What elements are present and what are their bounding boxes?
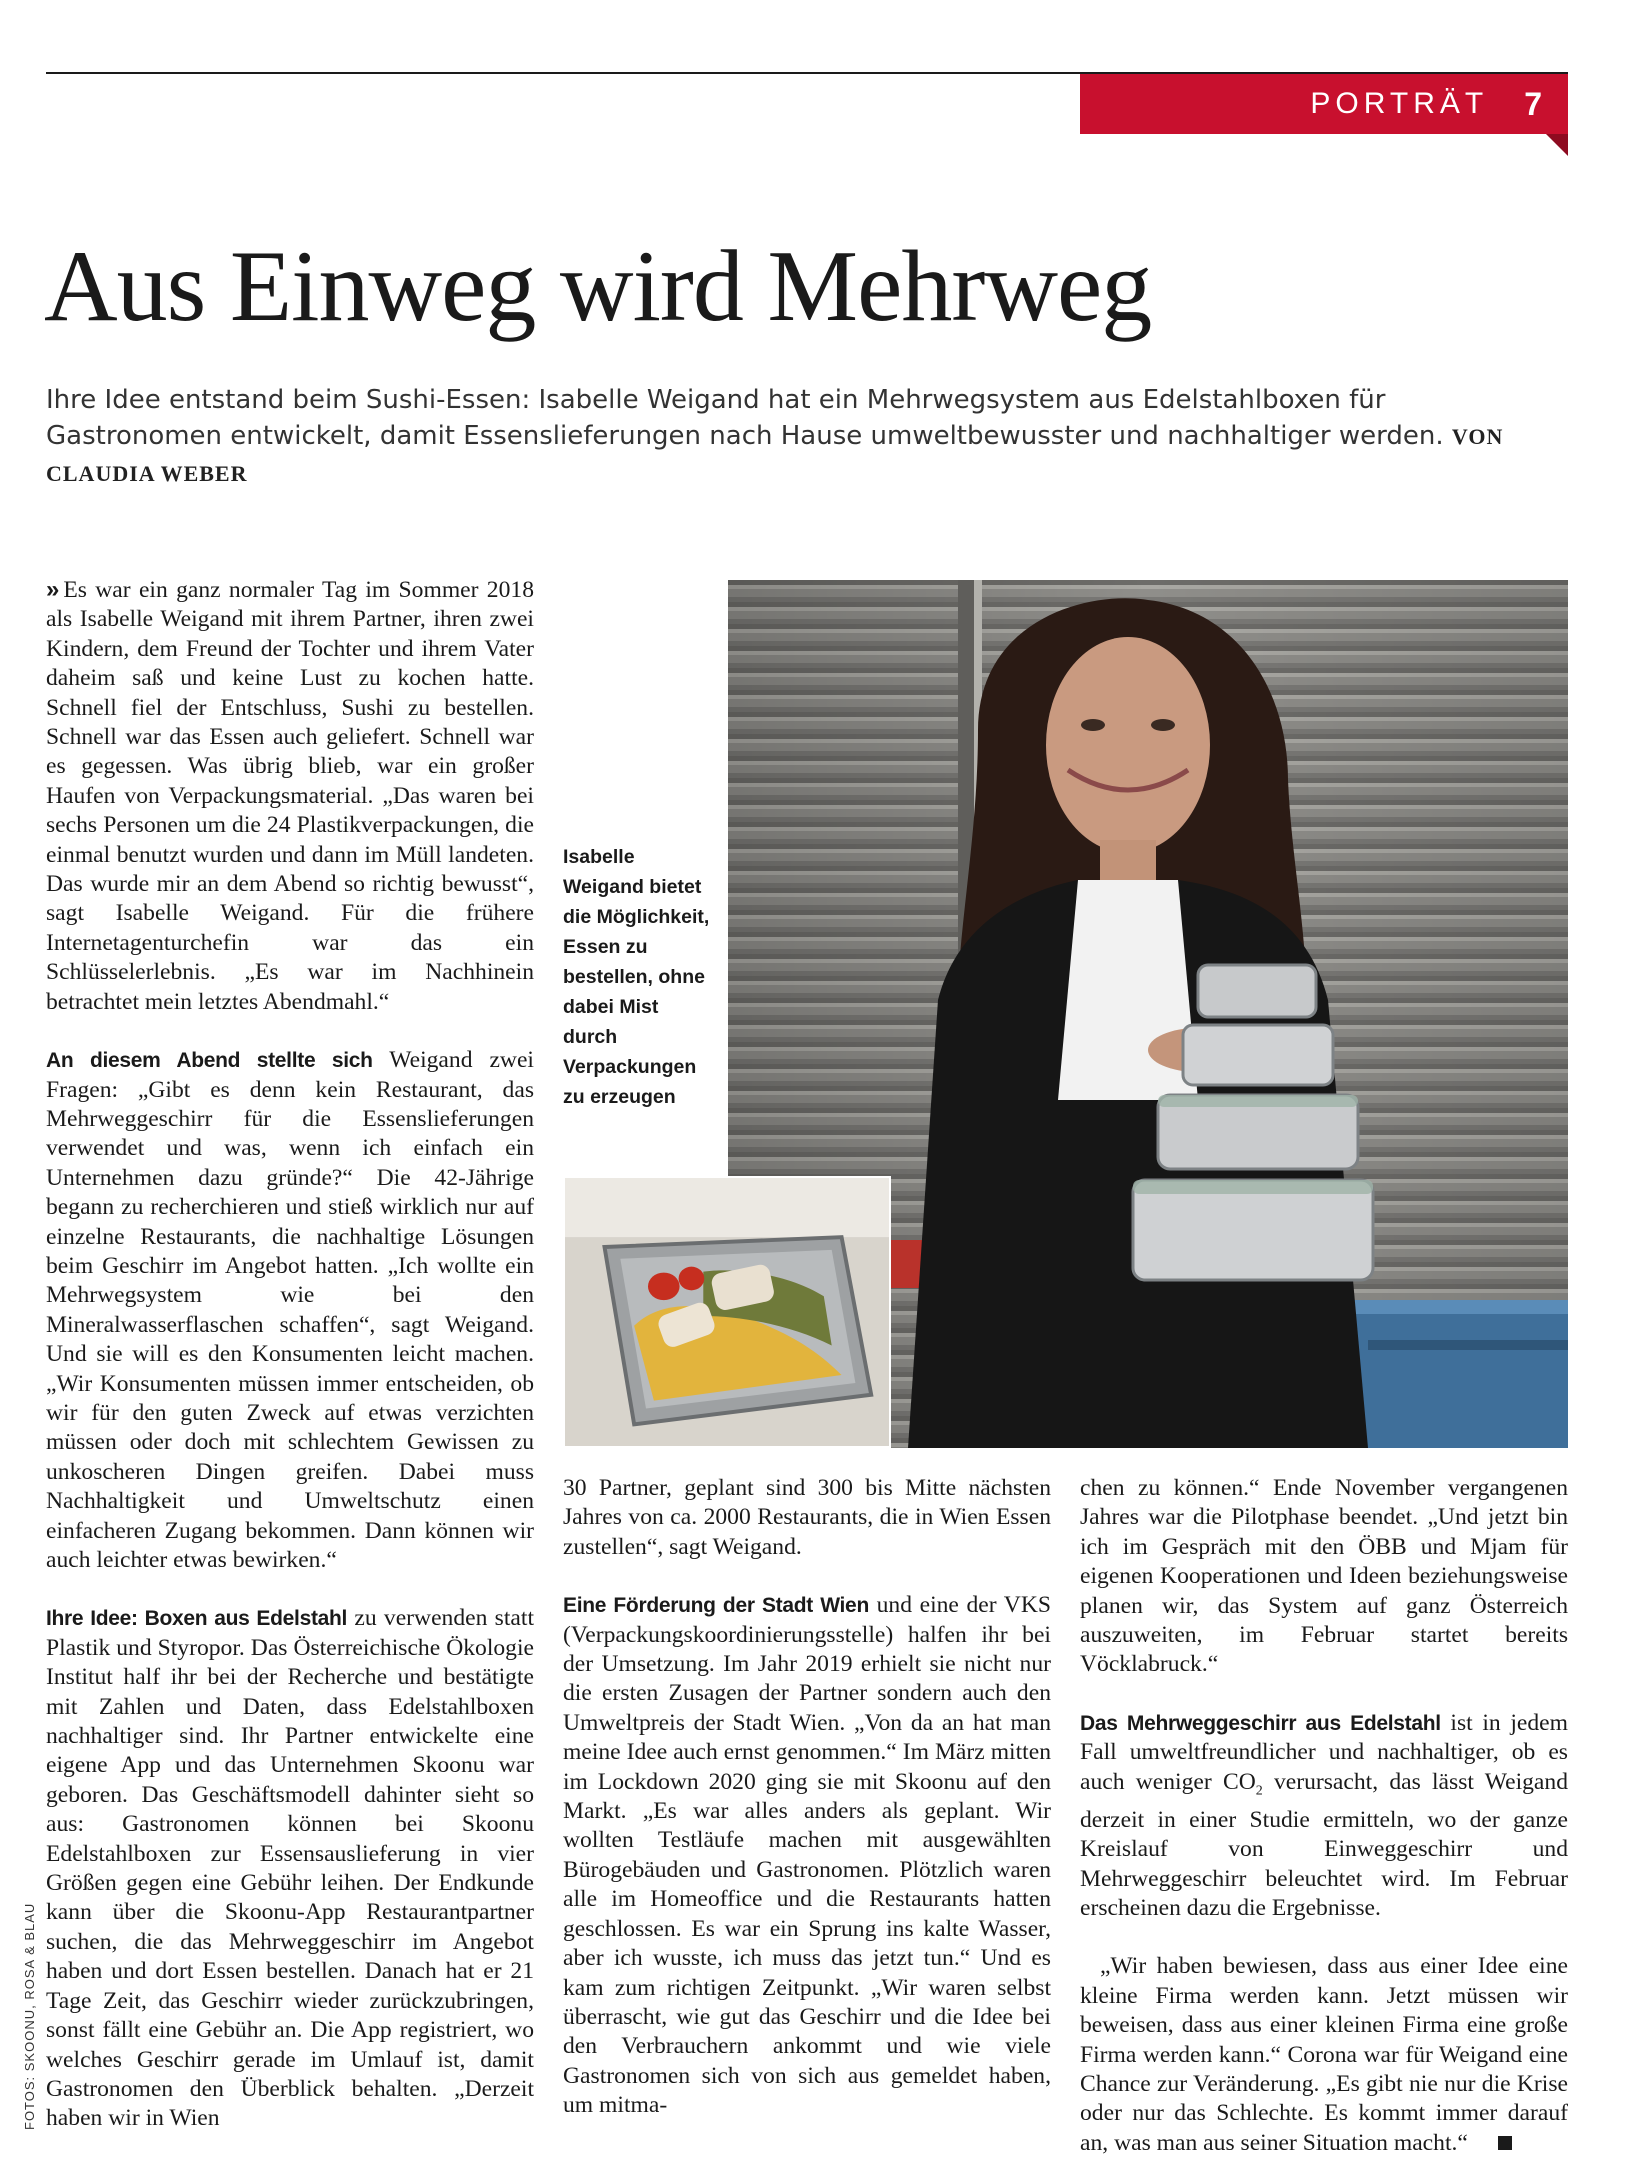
paragraph-1-text: Es war ein ganz normaler Tag im Sommer 2018 als Isabelle Weigand mit ihrem Partner, ihren zwei Kindern, dem Freund der Tochter und ihrem Vater daheim saß und keine Lust zu kochen hatte. Schnell fiel der Entschluss, Sushi zu bestellen. Schnell war das Essen auch geliefert. Schnell war es gegessen. Was übrig blieb, war ein großer Haufen von Verpackungsmaterial. „Das waren bei sechs Personen um die 24 Plastikverpackungen, die einmal benutzt wurden und dann im Müll landeten. Das wurde mir an dem Abend so richtig bewusst“, sagt Isabelle Weigand. Für die frühere Internetagenturchefin war das ein Schlüsselerlebnis. „Es war im Nachhinein betrachtet mein letztes Abendmahl.“	[46, 577, 534, 1015]
runin-heading-1: An diesem Abend stellte sich	[46, 1049, 373, 1073]
paragraph-7-text-b: verursacht, das lässt Weigand derzeit in einer Studie ermitteln, wo der ganze Kreislauf von Einweggeschirr und Mehrweggeschirr beleuchtet wird. Im Februar erscheinen dazu die Ergebnisse.	[1080, 1768, 1568, 1921]
lead-paragraph	[46, 382, 1526, 492]
co2-subscript: 2	[1255, 1783, 1263, 1799]
paragraph-5-text: und eine der VKS (Verpackungskoordinierungsstelle) halfen ihr bei der Umsetzung. Im Jahr 2019 erhielt sie nicht nur die ersten Zusagen der Partner sondern auch den Umweltpreis der Stadt Wien. „Von da an hat man meine Idee auch ernst genommen.“ Im März mitten im Lockdown 2020 ging sie mit Skoonu auf den Markt. „Es war alles anders als geplant. Wir wollten Testläufe machen mit ausgewählten Bürogebäuden und Gastronomen. Plötzlich waren alle im Homeoffice und die Restaurants hatten geschlossen. Es war ein Sprung ins kalte Wasser, aber ich wusste, ich muss das jetzt tun.“ Und es kam zum richtigen Zeitpunkt. „Wir waren selbst überrascht, wie gut das Geschirr und die Idee bei den Verbrauchern ankommt und wie viele Gastronomen sich von sich aus gemeldet haben, um mitma-	[563, 1592, 1052, 2119]
section-label: PORTRÄT	[1310, 87, 1489, 120]
page-number: 7	[1524, 85, 1542, 122]
article-column-2	[563, 1474, 1051, 2121]
paragraph-3	[46, 1604, 534, 2133]
runin-heading-2: Ihre Idee: Boxen aus Edelstahl	[46, 1607, 348, 1631]
photo-credit	[14, 1902, 44, 2130]
paragraph-2	[46, 1046, 534, 1575]
lead-marker-icon: »	[46, 576, 60, 603]
paragraph-1	[46, 575, 534, 1017]
runin-heading-4: Das Mehrweggeschirr aus Edelstahl	[1080, 1711, 1441, 1735]
paragraph-5	[563, 1591, 1051, 2120]
section-tab	[1080, 74, 1568, 134]
headline: Aus Einweg wird Mehrweg	[44, 230, 1152, 343]
food-box-illustration	[565, 1178, 889, 1446]
article-column-1	[46, 575, 534, 2134]
paragraph-7	[1080, 1709, 1568, 1924]
paragraph-6	[1080, 1474, 1568, 1680]
lead-text: Ihre Idee entstand beim Sushi-Essen: Isabelle Weigand hat ein Mehrwegsystem aus Edelstahlboxen für Gastronomen entwickelt, damit Essenslieferungen nach Hause umweltbewusster und nachhaltiger werden.	[46, 385, 1444, 451]
photo-credit-text: FOTOS: SKOONU, ROSA & BLAU	[22, 1902, 37, 2130]
food-box-photo	[563, 1176, 891, 1448]
runin-heading-3: Eine Förderung der Stadt Wien	[563, 1594, 869, 1618]
photo-caption: Isabelle Weigand bietet die Möglichkeit, Essen zu bestellen, ohne dabei Mist durch Verpackungen zu erzeugen	[563, 846, 710, 1108]
paragraph-8-text: „Wir haben bewiesen, dass aus einer Idee eine kleine Firma werden kann. Jetzt müssen wir beweisen, dass aus einer kleinen Firma eine große Firma werden kann.“ Corona war für Weigand eine Chance zur Veränderung. „Es gibt nie nur die Krise oder nur das Schlechte. Es kommt immer darauf an, was man aus seiner Situation macht.“	[1080, 1953, 1568, 2156]
paragraph-7-text-a: ist in jedem Fall umweltfreundlicher und nachhaltiger, ob es auch weniger CO	[1080, 1709, 1568, 1795]
paragraph-8	[1080, 1952, 1568, 2158]
end-of-article-icon	[1498, 2136, 1512, 2150]
paragraph-4-text: 30 Partner, geplant sind 300 bis Mitte nächsten Jahres von ca. 2000 Restaurants, die in Wien Essen zustellen“, sagt Weigand.	[563, 1475, 1051, 1560]
paragraph-2-text: Weigand zwei Fragen: „Gibt es denn kein Restaurant, das Mehrweggeschirr für die Essenslieferungen verwendet und was, wenn ich einfach ein Unternehmen dazu gründe?“ Die 42-Jährige begann zu recherchieren und stieß wirklich nur auf einzelne Restaurants, die nachhaltige Lösungen beim Geschirr im Angebot hatten. „Ich wollte ein Mehrwegsystem wie bei den Mineralwasserflaschen schaffen“, sagt Weigand. Und sie will es den Konsumenten leicht machen. „Wir Konsumenten müssen immer entscheiden, ob wir für den guten Zweck auf etwas verzichten müssen oder doch mit schlechtem Gewissen zu unkoscheren Dingen greifen. Dabei muss Nachhaltigkeit und Umweltschutz einen einfacheren Zugang bekommen. Dann können wir auch leichter etwas bewirken.“	[46, 1047, 534, 1573]
paragraph-4	[563, 1474, 1051, 1562]
paragraph-3-text: zu verwenden statt Plastik und Styropor. Das Österreichische Ökologie Institut half ihr bei der Recherche und bestätigte mit Zahlen und Daten, dass Edelstahlboxen nachhaltiger sind. Ihr Partner entwickelte eine eigene App und das Unternehmen Skoonu war geboren. Das Geschäftsmodell dahinter sieht so aus: Gastronomen können bei Skoonu Edelstahlboxen zur Essensauslieferung in vier Größen gegen eine Gebühr leihen. Der Endkunde kann über die Skoonu-App Restaurantpartner suchen, die das Mehrweggeschirr im Angebot haben und dort Essen bestellen. Danach hat er 21 Tage Zeit, das Geschirr wieder zurückzubringen, sonst fällt eine Gebühr an. Die App registriert, wo welches Geschirr gerade im Umlauf ist, damit Gastronomen den Überblick behalten. „Derzeit haben wir in Wien	[46, 1605, 535, 2132]
article-column-3	[1080, 1474, 1568, 2158]
byline: VON CLAUDIA WEBER	[46, 424, 1504, 486]
paragraph-6-text: chen zu können.“ Ende November vergangenen Jahres war die Pilotphase beendet. „Und jetzt bin ich im Gespräch mit den ÖBB und Mjam für eigenen Kooperationen und Ideen beziehungsweise planen wir, das System auf ganz Österreich auszuweiten, im Februar startet bereits Vöcklabruck.“	[1080, 1475, 1568, 1678]
